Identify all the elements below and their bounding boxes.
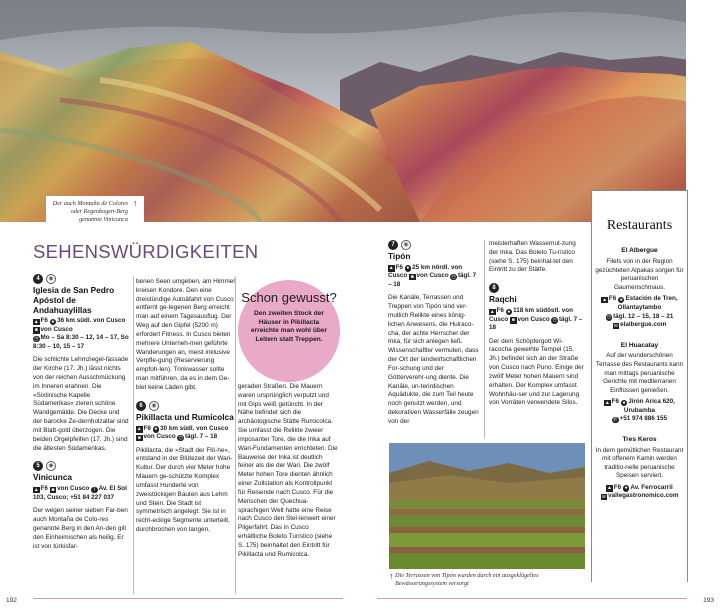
location-city: Cusco (106, 317, 126, 325)
map-ref: F6 (496, 307, 504, 315)
transport: von Cusco (517, 315, 550, 323)
website[interactable]: elalbergue.com (620, 321, 667, 329)
continued-text: meisterhaften Wassernut-zung der Inka. Das Boleto Tu-rístico (siehe S. 175) beinhal-tet den Eintritt zu der Stätte. (489, 240, 576, 274)
pin-icon: ● (406, 265, 410, 272)
restaurants-sidebar (591, 190, 688, 582)
opening-hours: tägl. 7 – 18 (184, 433, 218, 441)
transport: von Cusco (416, 272, 449, 280)
entry-body: Der dem Schöpfergott Wi-racocha geweihte Tempel (15. Jh.) befindet sich an der Straße von Cusco nach Puno. Einige der zwölf Meter hohen Mauern sind erhalten. Der Komplex umfasst Wohnhäu-ser und zur Lagerung von Vorräten verwendete Silos. (489, 337, 584, 407)
entry-number: 7 (388, 240, 398, 250)
map-ref: F6 (40, 485, 48, 493)
bus-icon: ■ (51, 486, 55, 493)
phone: +51 974 886 155 (619, 415, 667, 423)
eye-icon: ◉ (46, 274, 56, 284)
clock-icon: ◷ (552, 317, 557, 324)
clock-icon: ◷ (34, 335, 39, 342)
continued-text: geraden Straßen. Die Mauern waren ursprünglich verputzt und mit Gips weiß getüncht. In der Nähe befindet sich die archäologische Stätte Rumicolca. Sie umfasst die Relikte zweier imposanter Tore, die die Inka auf Wari-Fundamenten errichteten. Die Bauweise der Inka ist deutlich feiner als die der Wari. Die zwölf Meter hohen Tore dienten ähnlich einer Zollstation als Kontrollpunkt für Reisende nach Cusco. Für die Menschen der Quechua-sprachigen Welt hatte eine Reise nach Cusco den Stel-lenwert einer Pilgerfahrt. Das in Cusco erhältliche Boleto Turístico (siehe S. 175) beinhaltet den Eintritt für Pikillacta und Rumicolca. (238, 383, 338, 558)
terraces-illustration (389, 443, 585, 569)
restaurant-name: El Albergue (621, 247, 658, 255)
rainbow-mountain-illustration (0, 0, 720, 222)
map-icon: ▲ (136, 426, 142, 433)
clock-icon: ◷ (451, 273, 456, 280)
photo-caption: Die Terrassen von Tipón wurden durch ein ausgeklügeltes Bewässerungssystem versorgt (395, 572, 539, 587)
restaurant-desc: In dem gemütlichen Restaurant mit offenem Kamin werden traditio-nelle peruanische Speisen serviert. (595, 446, 684, 480)
entry-title: Pikillacta und Rumicolca (136, 411, 234, 422)
transport: von Cusco (40, 325, 73, 333)
map-icon: ▲ (607, 485, 612, 492)
entry-number: 5 (33, 461, 43, 471)
entry-info (33, 485, 129, 502)
contact: Av. El Sol 103, Cusco; +51 84 227 037 (33, 485, 127, 501)
map-ref: F6 (143, 424, 151, 432)
column-divider (235, 276, 236, 594)
entry-5-head (33, 461, 129, 471)
bus-icon: ■ (511, 317, 515, 324)
map-icon: ▲ (388, 265, 394, 272)
opening-hours: Mo – Sa 8:30 – 12, 14 – 17, So 8:30 – 10, 15 – 17 (33, 334, 129, 350)
map-icon: ▲ (604, 399, 610, 406)
entry-title: Raqchi (489, 294, 517, 305)
column-5 (489, 240, 585, 408)
column-3 (238, 383, 338, 560)
column-1 (33, 274, 129, 551)
photo-tipon-terraces (389, 443, 585, 569)
entry-body: Der wegen seiner sieben Far-ben auch Montaña de Colo-res genannte Berg in den An-den gilt den Einheimischen als heilig. Er ist von türkisfar- (33, 507, 128, 550)
footer-rule (33, 598, 343, 599)
info-icon: i (91, 487, 98, 494)
entry-info (136, 425, 235, 442)
entry-info (388, 264, 480, 290)
phone-icon: ✆ (613, 416, 618, 423)
eye-icon: ◉ (149, 401, 159, 411)
address: Estación de Tren, Ollantaytambo (617, 295, 678, 311)
restaurant-name: El Huacatay (620, 341, 659, 349)
website[interactable]: vallegastronomico.com (608, 492, 679, 500)
page-number-left: 192 (6, 597, 17, 605)
entry-number: 6 (136, 401, 146, 411)
pin-icon: ● (624, 485, 628, 492)
pin-icon: ● (507, 308, 511, 315)
bus-icon: ■ (410, 273, 414, 280)
pin-icon: ● (154, 426, 158, 433)
pin-icon: ● (51, 318, 55, 325)
opening-hours: tägl. 7 – 18 (489, 315, 583, 332)
entry-body: Die Kanäle, Terrassen und Treppen von Tipón sind ver-mutlich Relikte eines könig-lichen Anwesens, die Huiraco-cha, der achte Herrscher der Inka, für sich anlegen ließ. Wissenschaftler vermuten, dass der Ort der landwirtschaftlichen For-schung und der Götterverehr-ung diente. Die Kanäle, un-terirdischen Aquädukte, die zum Teil heute noch genutzt werden, und dekorativen Wasserfälle zeugen von der (388, 294, 479, 425)
bus-icon: ■ (34, 327, 38, 334)
web-icon: w (602, 493, 606, 500)
hero-photo-rainbow-mountain (0, 0, 720, 222)
map-ref: F6 (611, 398, 619, 406)
bus-icon: ■ (137, 434, 141, 441)
eye-icon: ◉ (46, 461, 56, 471)
bubble-title: Schon gewusst? (241, 290, 337, 305)
column-2 (136, 278, 235, 535)
entry-number: 4 (33, 274, 43, 284)
entry-info (489, 307, 585, 333)
clock-icon: ◷ (606, 314, 612, 321)
address: Jirón Arica 620, Urubamba (623, 398, 675, 414)
column-divider (133, 276, 134, 594)
continued-text: benen Seen umgeben, am Himmel kreisen Kondore. Den eine dreistündige Autoâfahrt von Cusco entfernt ge-legenen Berg erreicht man auf einem Tagesausflug. Der Weg auf den Gipfel (5200 m) erfordert Fitness. In Cusco bieten mehrere Unterneh-men geführte Wanderungen an, meist inklusive Verpfle-gung (Reservierung empfoh-len). Trinkwasser sollte man mitführen, da es in dem Ge-biet keine Läden gibt. (136, 278, 235, 391)
map-icon: ▲ (489, 308, 495, 315)
restaurant-desc: Filets von in der Region gezüchteten Alpakas sorgen für peruanischen Gaumenschmaus. (595, 258, 684, 291)
entry-title: Iglesia de San Pedro Apóstol de Andahuaylillas (33, 285, 115, 315)
entry-7-head (388, 240, 480, 250)
column-4 (388, 240, 480, 427)
right-margin (686, 0, 720, 609)
clock-icon: ◷ (178, 434, 183, 441)
restaurants-title: Restaurants (606, 218, 673, 233)
eye-icon: ◉ (401, 240, 411, 250)
restaurant-item (592, 436, 687, 501)
pin-icon: ● (619, 296, 623, 303)
restaurant-info (595, 295, 684, 329)
address: Av. Ferrocarril (630, 483, 673, 491)
arrow-up-icon: ↑ (389, 571, 394, 581)
map-ref: F6 (613, 483, 622, 491)
column-divider (484, 240, 485, 438)
entry-6-head (136, 401, 235, 411)
map-ref: F6 (608, 295, 617, 303)
opening-hours: tägl. 7 – 18 (388, 272, 477, 288)
entry-4-head (33, 274, 129, 284)
footer-rule (377, 598, 687, 599)
entry-title: Tipón (388, 251, 411, 261)
restaurant-item (592, 247, 687, 329)
page-number-right: 193 (703, 597, 714, 605)
entry-8-head (489, 283, 585, 293)
entry-body: Die schlichte Lehmziegel-fassade der Kirche (17. Jh.) lässt nichts von der reichen Ausschmückung im Inneren erahnen. Die »Sixtinische Kapelle Südamerikas« zieren schöne Wandgemälde. Die Decke und der barocke Ze-dernholzaltar sind mit Blatt-gold überzogen. Die beiden Orgelpfeifen (17. Jh.) sind die ältesten Südamerikas. (33, 356, 129, 452)
entry-body: Pikillacta, die »Stadt der Flö-he«, entstand in der Blütezeit der Wari-Kultur. Der durch vier Meter hohe Mauern ge-schützte Komplex umfasst Hunderte von zweistöckigen Bauten aus Lehm und Stein. Die Stadt ist symmetrisch angelegt: Sie ist in recht-eckige Segmente unterteilt, durchbrochen von langen, (136, 446, 233, 533)
web-icon: w (614, 322, 618, 329)
entry-title: Vinicunca (33, 472, 73, 483)
transport: von Cusco (57, 485, 90, 493)
hero-caption: Der auch Montaña de Colores oder Regenbogen-Berg genannte Vinicunca (52, 200, 128, 223)
map-icon: ▲ (33, 486, 39, 493)
restaurant-info (595, 398, 684, 424)
restaurant-desc: Auf der wunderschönen Terrasse des Restaurants kann man mittags peruanische Gerichte mit mediterranen Einflüssen genießen. (595, 352, 684, 394)
restaurant-item (592, 342, 687, 424)
map-icon: ▲ (602, 296, 608, 303)
pin-icon: ● (622, 399, 626, 406)
restaurant-info (595, 484, 684, 501)
bubble-body: Den zweiten Stock der Häuser in Pikillacta erreichte man wohl über Leitern statt Treppen. (250, 310, 328, 343)
map-icon: ▲ (33, 318, 39, 325)
map-ref: F6 (40, 317, 48, 325)
did-you-know-bubble (238, 280, 340, 382)
section-title: SEHENSWÜRDIGKEITEN (33, 241, 259, 262)
entry-number: 8 (489, 283, 499, 293)
location: 25 km nördl. von Cusco (388, 263, 463, 280)
restaurant-name: Tres Keros (622, 435, 657, 443)
entry-info (33, 317, 129, 351)
location: 118 km südöstl. von Cusco (489, 307, 573, 323)
location: 30 km südl. von Cusco (160, 424, 229, 432)
opening-hours: tägl. 12 – 15, 18 – 21 (613, 312, 674, 320)
location: 36 km südl. von (57, 317, 105, 325)
map-ref: F6 (395, 263, 403, 271)
transport: von Cusco (143, 433, 176, 441)
arrow-up-icon: ↑ (133, 198, 138, 208)
